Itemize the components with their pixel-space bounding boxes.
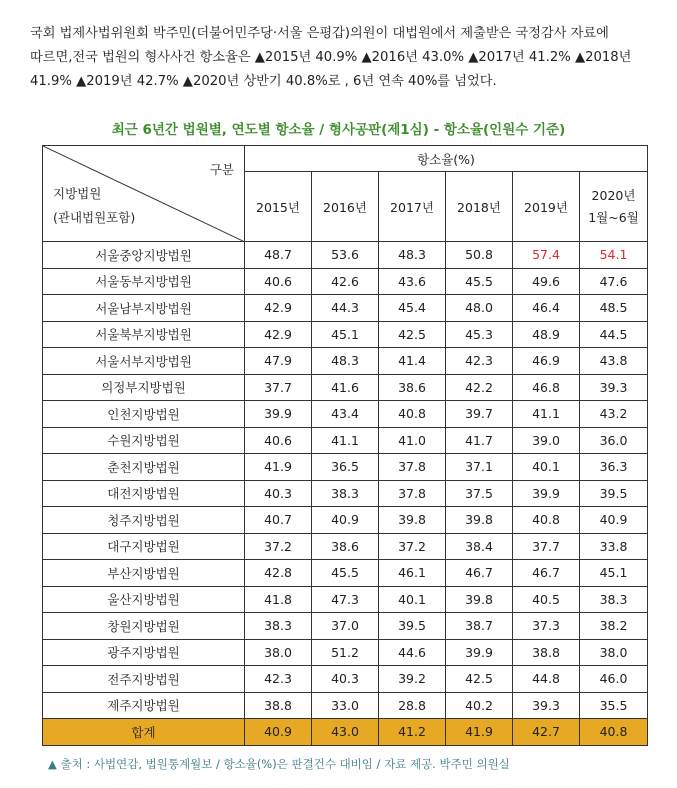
rate-cell: 36.0: [580, 427, 648, 454]
rate-cell: 38.4: [446, 533, 513, 560]
court-name: 인천지방법원: [43, 401, 245, 428]
rate-cell: 39.9: [446, 639, 513, 666]
rate-cell: 38.3: [245, 613, 312, 640]
court-name: 청주지방법원: [43, 507, 245, 534]
rate-cell: 40.5: [513, 586, 580, 613]
header-court-label: 지방법원: [53, 186, 102, 201]
rate-cell: 35.5: [580, 692, 648, 719]
rate-cell: 42.8: [245, 560, 312, 587]
header-year-3: 2018년: [446, 172, 513, 242]
rate-cell: 39.5: [580, 480, 648, 507]
rate-cell: 40.3: [312, 666, 379, 693]
court-name: 서울북부지방법원: [43, 321, 245, 348]
rate-cell: 41.0: [379, 427, 446, 454]
court-name: 서울중앙지방법원: [43, 242, 245, 269]
table-row: [43, 666, 648, 693]
intro-line: 따르면,전국 법원의 형사사건 항소율은 ▲2015년 40.9% ▲2016년 43.0% ▲2017년 41.2% ▲2018년: [30, 50, 632, 65]
rate-cell: 54.1: [580, 242, 648, 269]
rate-cell: 38.3: [580, 586, 648, 613]
total-cell: 41.9: [446, 719, 513, 746]
rate-cell: 42.3: [446, 348, 513, 375]
header-year-4: 2019년: [513, 172, 580, 242]
rate-cell: 39.9: [245, 401, 312, 428]
rate-cell: 47.9: [245, 348, 312, 375]
rate-cell: 37.0: [312, 613, 379, 640]
rate-cell: 46.0: [580, 666, 648, 693]
header-year-5: 2020년 1월~6월: [580, 172, 648, 242]
rate-cell: 42.2: [446, 374, 513, 401]
header-year-1: 2016년: [312, 172, 379, 242]
rate-cell: 36.3: [580, 454, 648, 481]
rate-cell: 41.1: [513, 401, 580, 428]
table-row: [43, 374, 648, 401]
court-name: 제주지방법원: [43, 692, 245, 719]
table-row: [43, 268, 648, 295]
rate-cell: 42.3: [245, 666, 312, 693]
rate-cell: 40.6: [245, 268, 312, 295]
rate-cell: 46.1: [379, 560, 446, 587]
rate-cell: 48.3: [379, 242, 446, 269]
rate-cell: 48.7: [245, 242, 312, 269]
total-row: [43, 719, 648, 746]
rate-cell: 41.1: [312, 427, 379, 454]
rate-cell: 33.0: [312, 692, 379, 719]
rate-cell: 41.4: [379, 348, 446, 375]
table-row: [43, 507, 648, 534]
rate-cell: 45.5: [312, 560, 379, 587]
rate-cell: 45.5: [446, 268, 513, 295]
table-row: [43, 560, 648, 587]
rate-cell: 45.1: [580, 560, 648, 587]
court-name: 서울동부지방법원: [43, 268, 245, 295]
intro-paragraph: [30, 22, 662, 94]
rate-cell: 48.0: [446, 295, 513, 322]
header-group: 항소율(%): [245, 146, 648, 172]
rate-cell: 57.4: [513, 242, 580, 269]
rate-cell: 45.4: [379, 295, 446, 322]
table-body: [43, 242, 648, 746]
court-name: 수원지방법원: [43, 427, 245, 454]
rate-cell: 44.5: [580, 321, 648, 348]
rate-cell: 42.5: [446, 666, 513, 693]
appeal-rate-table: [42, 145, 648, 746]
table-row: [43, 639, 648, 666]
court-name: 전주지방법원: [43, 666, 245, 693]
total-cell: 42.7: [513, 719, 580, 746]
rate-cell: 50.8: [446, 242, 513, 269]
table-row: [43, 427, 648, 454]
rate-cell: 39.0: [513, 427, 580, 454]
table-row: [43, 242, 648, 269]
rate-cell: 42.9: [245, 295, 312, 322]
rate-cell: 40.2: [446, 692, 513, 719]
total-cell: 40.8: [580, 719, 648, 746]
source-footnote: ▲ 출처 : 사법연감, 법원통계월보 / 항소율(%)은 판결건수 대비임 / 자료 제공. 박주민 의원실: [48, 757, 510, 771]
rate-cell: 38.8: [245, 692, 312, 719]
court-name: 부산지방법원: [43, 560, 245, 587]
rate-cell: 44.8: [513, 666, 580, 693]
table-row: [43, 533, 648, 560]
rate-cell: 46.8: [513, 374, 580, 401]
rate-cell: 41.6: [312, 374, 379, 401]
total-cell: 41.2: [379, 719, 446, 746]
rate-cell: 45.3: [446, 321, 513, 348]
rate-cell: 37.2: [379, 533, 446, 560]
rate-cell: 37.7: [245, 374, 312, 401]
rate-cell: 37.7: [513, 533, 580, 560]
rate-cell: 48.9: [513, 321, 580, 348]
header-year-2: 2017년: [379, 172, 446, 242]
rate-cell: 37.5: [446, 480, 513, 507]
table-row: [43, 613, 648, 640]
table-row: [43, 692, 648, 719]
total-label: 합계: [43, 719, 245, 746]
rate-cell: 39.8: [446, 586, 513, 613]
rate-cell: 40.7: [245, 507, 312, 534]
rate-cell: 46.4: [513, 295, 580, 322]
rate-cell: 38.3: [312, 480, 379, 507]
rate-cell: 40.8: [513, 507, 580, 534]
total-cell: 43.0: [312, 719, 379, 746]
rate-cell: 46.7: [513, 560, 580, 587]
rate-cell: 39.8: [379, 507, 446, 534]
rate-cell: 38.7: [446, 613, 513, 640]
rate-cell: 37.2: [245, 533, 312, 560]
rate-cell: 45.1: [312, 321, 379, 348]
rate-cell: 44.3: [312, 295, 379, 322]
header-year-0: 2015년: [245, 172, 312, 242]
rate-cell: 37.3: [513, 613, 580, 640]
rate-cell: 28.8: [379, 692, 446, 719]
table-row: [43, 295, 648, 322]
table-row: [43, 480, 648, 507]
rate-cell: 39.7: [446, 401, 513, 428]
table-row: [43, 586, 648, 613]
rate-cell: 38.0: [580, 639, 648, 666]
rate-cell: 41.7: [446, 427, 513, 454]
rate-cell: 44.6: [379, 639, 446, 666]
rate-cell: 48.3: [312, 348, 379, 375]
rate-cell: 46.7: [446, 560, 513, 587]
court-name: 서울서부지방법원: [43, 348, 245, 375]
rate-cell: 46.9: [513, 348, 580, 375]
rate-cell: 49.6: [513, 268, 580, 295]
total-cell: 40.9: [245, 719, 312, 746]
rate-cell: 39.3: [513, 692, 580, 719]
rate-cell: 43.4: [312, 401, 379, 428]
court-name: 대구지방법원: [43, 533, 245, 560]
rate-cell: 33.8: [580, 533, 648, 560]
court-name: 광주지방법원: [43, 639, 245, 666]
header-category: 구분: [209, 162, 234, 177]
table-row: [43, 321, 648, 348]
rate-cell: 41.9: [245, 454, 312, 481]
rate-cell: 39.5: [379, 613, 446, 640]
rate-cell: 38.6: [379, 374, 446, 401]
table-row: [43, 454, 648, 481]
rate-cell: 40.1: [513, 454, 580, 481]
header-court-sublabel: (관내법원포함): [53, 210, 136, 225]
court-name: 울산지방법원: [43, 586, 245, 613]
rate-cell: 37.1: [446, 454, 513, 481]
intro-line: 국회 법제사법위원회 박주민(더불어민주당·서울 은평갑)의원이 대법원에서 제출받은 국정감사 자료에: [30, 26, 609, 41]
court-name: 의정부지방법원: [43, 374, 245, 401]
rate-cell: 42.9: [245, 321, 312, 348]
intro-line: 41.9% ▲2019년 42.7% ▲2020년 상반기 40.8%로 , 6년 연속 40%를 넘었다.: [30, 74, 497, 89]
rate-cell: 48.5: [580, 295, 648, 322]
rate-cell: 39.3: [580, 374, 648, 401]
rate-cell: 38.8: [513, 639, 580, 666]
rate-cell: 53.6: [312, 242, 379, 269]
court-name: 창원지방법원: [43, 613, 245, 640]
rate-cell: 37.8: [379, 454, 446, 481]
rate-cell: 39.2: [379, 666, 446, 693]
rate-cell: 47.3: [312, 586, 379, 613]
rate-cell: 38.2: [580, 613, 648, 640]
rate-cell: 40.9: [312, 507, 379, 534]
rate-cell: 40.6: [245, 427, 312, 454]
rate-cell: 39.8: [446, 507, 513, 534]
table-row: [43, 348, 648, 375]
rate-cell: 37.8: [379, 480, 446, 507]
rate-cell: 42.6: [312, 268, 379, 295]
rate-cell: 47.6: [580, 268, 648, 295]
rate-cell: 39.9: [513, 480, 580, 507]
rate-cell: 38.6: [312, 533, 379, 560]
rate-cell: 43.8: [580, 348, 648, 375]
rate-cell: 40.9: [580, 507, 648, 534]
rate-cell: 40.3: [245, 480, 312, 507]
court-name: 대전지방법원: [43, 480, 245, 507]
rate-cell: 40.1: [379, 586, 446, 613]
table-title: 최근 6년간 법원별, 연도별 항소율 / 형사공판(제1심) - 항소율(인원수 기준): [111, 122, 566, 138]
header-corner-cell: [43, 146, 245, 242]
rate-cell: 38.0: [245, 639, 312, 666]
court-name: 춘천지방법원: [43, 454, 245, 481]
court-name: 서울남부지방법원: [43, 295, 245, 322]
rate-cell: 43.6: [379, 268, 446, 295]
table-row: [43, 401, 648, 428]
rate-cell: 36.5: [312, 454, 379, 481]
rate-cell: 41.8: [245, 586, 312, 613]
rate-cell: 43.2: [580, 401, 648, 428]
rate-cell: 42.5: [379, 321, 446, 348]
rate-cell: 40.8: [379, 401, 446, 428]
rate-cell: 51.2: [312, 639, 379, 666]
